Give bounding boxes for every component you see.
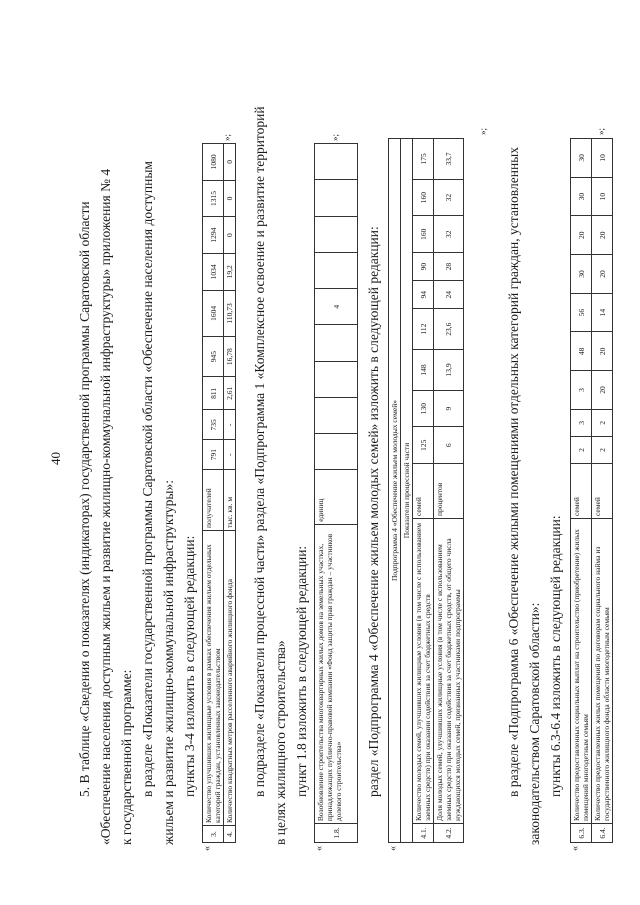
table-subprogram-4 bbox=[388, 138, 464, 843]
cell-value: 20 bbox=[571, 216, 592, 255]
cell-value: 175 bbox=[413, 139, 434, 180]
cell-value: 6 bbox=[434, 427, 464, 464]
cell-value: 4 bbox=[315, 289, 358, 325]
cell-value: 24 bbox=[434, 281, 464, 309]
cell-value: 20 bbox=[592, 216, 613, 255]
quote-open-2: « bbox=[314, 846, 325, 851]
section-title: Подпрограмма 4 «Обеспечение жильем молодых семей» bbox=[389, 139, 401, 843]
paragraph-2-line-1: в разделе «Показатели государственной программы Саратовской области «Обеспечение населения доступным bbox=[140, 161, 155, 797]
cell-value: 160 bbox=[413, 179, 434, 216]
cell-value: 3 bbox=[571, 409, 592, 436]
row-unit: получателей bbox=[203, 470, 224, 531]
table-row bbox=[592, 139, 613, 843]
table-row bbox=[571, 139, 592, 843]
cell-value: 2,61 bbox=[224, 377, 236, 410]
cell-value: 94 bbox=[413, 281, 434, 309]
cell-value: 20 bbox=[592, 332, 613, 371]
cell-value: 30 bbox=[571, 177, 592, 216]
cell-empty bbox=[315, 216, 358, 252]
cell-value: 20 bbox=[592, 371, 613, 410]
cell-value: 125 bbox=[413, 427, 434, 464]
row-name: Количество квадратных метров расселенного аварийного жилищного фонда bbox=[224, 531, 236, 826]
cell-value: 791 bbox=[203, 440, 224, 470]
cell-value: 110,73 bbox=[224, 290, 236, 336]
table-row bbox=[413, 139, 434, 843]
row-unit: семей bbox=[571, 464, 592, 519]
paragraph-5-line-3: пункты 6.3-6.4 изложить в следующей редакции: bbox=[548, 515, 563, 797]
row-name: Количество улучшивших жилищные условия в рамках обеспечения жильем отдельных категорий граждан, установленных законодательством bbox=[203, 531, 224, 826]
row-name: Количество молодых семей, улучшивших жилищные условия (в том числе с использованием заемных средств) при оказании содействия за счет бюджетных средств bbox=[413, 519, 434, 824]
cell-value: 33,7 bbox=[434, 139, 464, 180]
cell-value: 1034 bbox=[203, 254, 224, 291]
cell-value: 20 bbox=[592, 255, 613, 294]
paragraph-3-line-1: в подразделе «Показатели процессной части» раздела «Подпрограмма 1 «Комплексное освоение и развитие территорий bbox=[252, 106, 267, 797]
cell-value: 160 bbox=[413, 216, 434, 253]
table-indicator-1-8 bbox=[314, 143, 358, 843]
table-row bbox=[434, 139, 464, 843]
quote-close-3: »; bbox=[478, 127, 488, 135]
cell-value: 48 bbox=[571, 332, 592, 371]
paragraph-2-line-2: жильем и развитие жилищно-коммунальной инфраструктуры»: bbox=[161, 480, 176, 845]
cell-value: 0 bbox=[224, 180, 236, 217]
table-row bbox=[224, 144, 236, 843]
table-subprogram-6 bbox=[570, 138, 613, 843]
cell-value: 10 bbox=[592, 139, 613, 178]
row-number: 4. bbox=[224, 826, 236, 843]
paragraph-4-line-1: раздел «Подпрограмма 4 «Обеспечение жильем молодых семей» изложить в следующей редакции: bbox=[366, 226, 381, 797]
cell-empty bbox=[315, 361, 358, 397]
cell-value: 130 bbox=[413, 390, 434, 427]
row-number: 3. bbox=[203, 826, 224, 843]
cell-value: 30 bbox=[571, 255, 592, 294]
quote-close-1: »; bbox=[222, 133, 232, 141]
cell-empty bbox=[315, 180, 358, 216]
cell-value: 19,2 bbox=[224, 254, 236, 291]
table-row bbox=[401, 139, 413, 843]
cell-value: 9 bbox=[434, 390, 464, 427]
row-unit: семей bbox=[592, 464, 613, 519]
quote-open-1: « bbox=[202, 846, 213, 851]
page-number: 40 bbox=[48, 452, 63, 465]
cell-value: 2 bbox=[592, 436, 613, 463]
cell-value: 2 bbox=[571, 436, 592, 463]
paragraph-1-line-2: «Обеспечение населения доступным жильем и развитие жилищно-коммунальной инфраструктуры» приложения № 4 bbox=[98, 168, 113, 845]
row-name: Доля молодых семей, улучшивших жилищные условия (в том числе с использованием заемных средств) при оказании содействия за счет бюджетных средств, от общего числа нуждающихся молодых семей, признанных участниками подпрограммы bbox=[434, 519, 464, 824]
cell-value: 735 bbox=[203, 410, 224, 440]
cell-value: 30 bbox=[571, 139, 592, 178]
paragraph-5-line-1: в разделе «Подпрограмма 6 «Обеспечение жилыми помещениями отдельных категорий граждан, установленных bbox=[506, 147, 521, 797]
paragraph-5-line-2: законодательством Саратовской области»: bbox=[527, 602, 542, 845]
cell-value: - bbox=[224, 410, 236, 440]
row-number: 4.1. bbox=[413, 824, 434, 843]
row-number: 6.4. bbox=[592, 824, 613, 843]
row-number: 4.2. bbox=[434, 824, 464, 843]
row-name: Количество предоставленных жилых помещений по договорам социального найма из государственного жилищного фонда области многодетным семьям bbox=[592, 519, 613, 824]
table-row bbox=[203, 144, 224, 843]
cell-value: 16,78 bbox=[224, 337, 236, 377]
cell-empty bbox=[315, 325, 358, 361]
paragraph-1-line-3: к государственной программе: bbox=[119, 669, 134, 845]
cell-value: 112 bbox=[413, 309, 434, 350]
cell-value: 1604 bbox=[203, 290, 224, 336]
row-unit: семей bbox=[413, 464, 434, 519]
paragraph-2-line-3: пункты 3-4 изложить в следующей редакции: bbox=[182, 535, 197, 797]
cell-value: 3 bbox=[571, 371, 592, 410]
paragraph-3-line-3: пункт 1.8 изложить в следующей редакции: bbox=[294, 545, 309, 797]
table-row bbox=[315, 144, 358, 843]
cell-value: 13,9 bbox=[434, 350, 464, 391]
table-row bbox=[389, 139, 401, 843]
cell-value: 32 bbox=[434, 179, 464, 216]
cell-value: 28 bbox=[434, 253, 464, 281]
cell-value: 1080 bbox=[203, 144, 224, 181]
row-name: Возобновление строительства многоквартирных жилых домов на земельных участках, принадлежащих публично-правовой компании «Фонд защиты прав граждан – участников долевого строительства» bbox=[315, 524, 358, 823]
subsection-title: Показатели процессной части bbox=[401, 139, 413, 843]
cell-value: 32 bbox=[434, 216, 464, 253]
row-unit: единиц bbox=[315, 470, 358, 524]
row-number: 1.8. bbox=[315, 824, 358, 843]
cell-value: 10 bbox=[592, 177, 613, 216]
cell-empty bbox=[315, 434, 358, 470]
cell-value: 0 bbox=[224, 144, 236, 181]
cell-value: 2 bbox=[592, 409, 613, 436]
quote-open-4: « bbox=[570, 846, 581, 851]
row-number: 6.3. bbox=[571, 824, 592, 843]
row-name: Количество предоставленных социальных выплат на строительство (приобретение) жилых помещений многодетным семьям bbox=[571, 519, 592, 824]
cell-value: 0 bbox=[224, 217, 236, 254]
cell-empty bbox=[315, 144, 358, 180]
quote-open-3: « bbox=[388, 846, 399, 851]
cell-value: 56 bbox=[571, 293, 592, 332]
cell-value: 14 bbox=[592, 293, 613, 332]
cell-value: 811 bbox=[203, 377, 224, 410]
cell-value: 23,6 bbox=[434, 309, 464, 350]
paragraph-3-line-2: в целях жилищного строительства» bbox=[273, 640, 288, 845]
cell-empty bbox=[315, 397, 358, 433]
paragraph-1-line-1: 5. В таблице «Сведения о показателях (индикаторах) государственной программы Саратовской области bbox=[77, 201, 92, 797]
cell-value: 945 bbox=[203, 337, 224, 377]
cell-value: - bbox=[224, 440, 236, 470]
cell-value: 148 bbox=[413, 350, 434, 391]
row-unit: процентов bbox=[434, 464, 464, 519]
table-indicators-3-4 bbox=[202, 143, 236, 843]
row-unit: тыс. кв. м bbox=[224, 470, 236, 531]
cell-value: 1294 bbox=[203, 217, 224, 254]
cell-empty bbox=[315, 252, 358, 288]
quote-close-4: »; bbox=[596, 127, 606, 135]
quote-close-2: »; bbox=[330, 133, 340, 141]
cell-value: 1315 bbox=[203, 180, 224, 217]
cell-value: 90 bbox=[413, 253, 434, 281]
